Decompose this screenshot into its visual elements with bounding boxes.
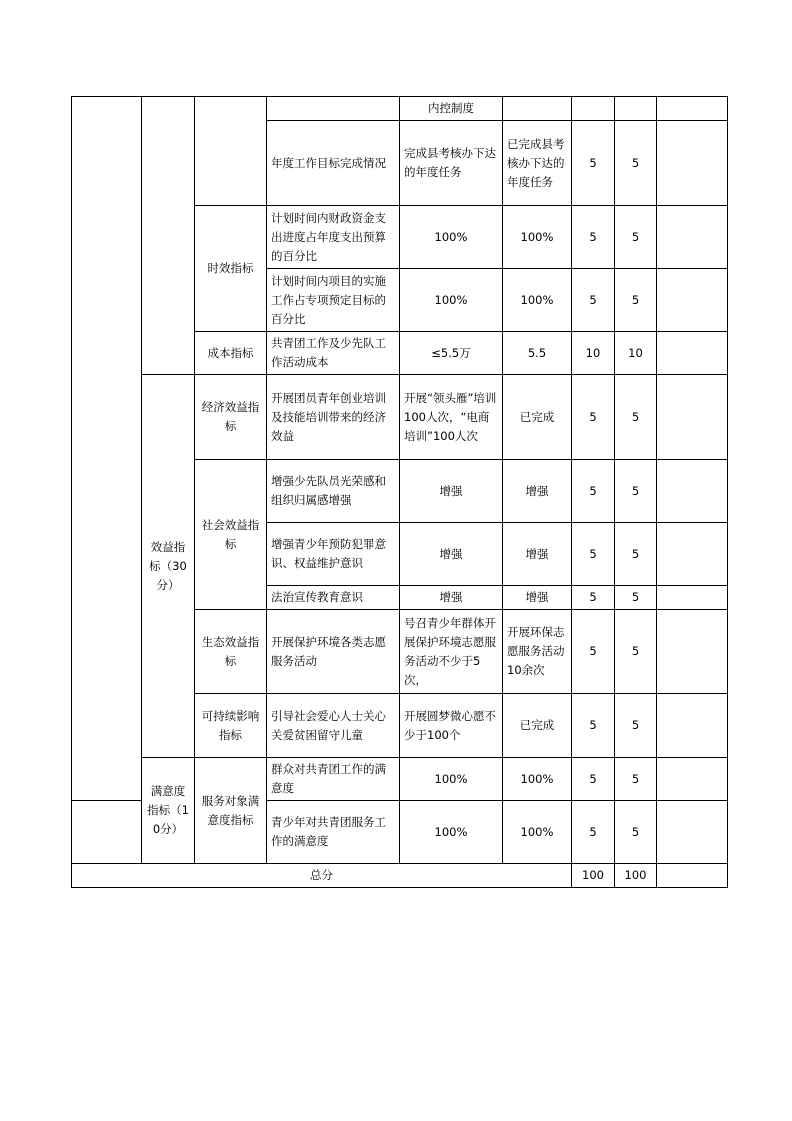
- level2-label: 服务对象满意度指标: [195, 758, 267, 864]
- indicator-cell: [267, 97, 400, 121]
- target-cell: 增强: [400, 586, 503, 610]
- actual-cell: 增强: [503, 460, 572, 523]
- weight-cell: 5: [572, 610, 615, 694]
- score-cell: 5: [615, 269, 657, 332]
- actual-cell: 100%: [503, 269, 572, 332]
- actual-cell: 开展环保志愿服务活动10余次: [503, 610, 572, 694]
- score-cell: 5: [615, 206, 657, 269]
- level2-label: 时效指标: [195, 206, 267, 332]
- indicator-cell: 增强青少年预防犯罪意识、权益维护意识: [267, 523, 400, 586]
- score-cell: 5: [615, 801, 657, 864]
- weight-cell: 10: [572, 332, 615, 375]
- score-cell: 5: [615, 586, 657, 610]
- indicator-cell: 群众对共青团工作的满意度: [267, 758, 400, 801]
- indicator-cell: 年度工作目标完成情况: [267, 121, 400, 206]
- table-row: [72, 375, 728, 460]
- weight-cell: 5: [572, 694, 615, 758]
- target-cell: 100%: [400, 758, 503, 801]
- weight-cell: 5: [572, 801, 615, 864]
- note-cell: [657, 758, 728, 801]
- note-cell: [657, 206, 728, 269]
- score-cell: [615, 97, 657, 121]
- score-cell: 5: [615, 460, 657, 523]
- level2-label: 生态效益指标: [195, 610, 267, 694]
- project-cell-lower: [72, 801, 142, 864]
- indicator-cell: 引导社会爱心人士关心关爱贫困留守儿童: [267, 694, 400, 758]
- actual-cell: 已完成: [503, 375, 572, 460]
- total-row: [72, 864, 728, 888]
- indicator-cell: 开展团员青年创业培训及技能培训带来的经济效益: [267, 375, 400, 460]
- level2-label: 成本指标: [195, 332, 267, 375]
- note-cell: [657, 694, 728, 758]
- actual-cell: 增强: [503, 523, 572, 586]
- note-cell: [657, 332, 728, 375]
- target-cell: 开展圆梦微心愿不少于100个: [400, 694, 503, 758]
- weight-cell: 5: [572, 586, 615, 610]
- target-cell: 号召青少年群体开展保护环境志愿服务活动不少于5次，: [400, 610, 503, 694]
- note-cell: [657, 523, 728, 586]
- target-cell: 100%: [400, 801, 503, 864]
- actual-cell: 已完成: [503, 694, 572, 758]
- performance-table-full: [71, 96, 728, 888]
- level1-label: 效益指标（30分）: [142, 375, 195, 758]
- weight-cell: 5: [572, 121, 615, 206]
- target-cell: 内控制度: [400, 97, 503, 121]
- note-cell: [657, 97, 728, 121]
- total-label: 总分: [72, 864, 572, 888]
- total-score: 100: [615, 864, 657, 888]
- project-cell: [72, 97, 142, 801]
- indicator-cell: 法治宣传教育意识: [267, 586, 400, 610]
- score-cell: 5: [615, 523, 657, 586]
- weight-cell: 5: [572, 269, 615, 332]
- total-note: [657, 864, 728, 888]
- actual-cell: 已完成县考核办下达的年度任务: [503, 121, 572, 206]
- note-cell: [657, 269, 728, 332]
- note-cell: [657, 460, 728, 523]
- weight-cell: 5: [572, 375, 615, 460]
- table-row: [72, 97, 728, 121]
- weight-cell: [572, 97, 615, 121]
- target-cell: 增强: [400, 523, 503, 586]
- level1-output-cell: [142, 97, 195, 375]
- target-cell: ≤5.5万: [400, 332, 503, 375]
- note-cell: [657, 121, 728, 206]
- target-cell: 开展“领头雁”培训100人次，“电商培训”100人次: [400, 375, 503, 460]
- indicator-cell: 计划时间内项目的实施工作占专项预定目标的百分比: [267, 269, 400, 332]
- score-cell: 5: [615, 694, 657, 758]
- score-cell: 5: [615, 610, 657, 694]
- weight-cell: 5: [572, 206, 615, 269]
- score-cell: 5: [615, 375, 657, 460]
- note-cell: [657, 801, 728, 864]
- weight-cell: 5: [572, 523, 615, 586]
- actual-cell: 100%: [503, 801, 572, 864]
- target-cell: 100%: [400, 269, 503, 332]
- level2-quality-cell: [195, 97, 267, 206]
- score-cell: 5: [615, 121, 657, 206]
- indicator-cell: 开展保护环境各类志愿服务活动: [267, 610, 400, 694]
- target-cell: 增强: [400, 460, 503, 523]
- weight-cell: 5: [572, 460, 615, 523]
- actual-cell: 100%: [503, 206, 572, 269]
- level2-label: 可持续影响指标: [195, 694, 267, 758]
- indicator-cell: 青少年对共青团服务工作的满意度: [267, 801, 400, 864]
- indicator-cell: 共青团工作及少先队工作活动成本: [267, 332, 400, 375]
- note-cell: [657, 586, 728, 610]
- note-cell: [657, 610, 728, 694]
- level1-label: 满意度指标（10分）: [142, 758, 195, 864]
- score-cell: 10: [615, 332, 657, 375]
- table-row: [72, 758, 728, 801]
- actual-cell: [503, 97, 572, 121]
- actual-cell: 增强: [503, 586, 572, 610]
- target-cell: 完成县考核办下达的年度任务: [400, 121, 503, 206]
- level2-label: 经济效益指标: [195, 375, 267, 460]
- level2-label: 社会效益指标: [195, 460, 267, 610]
- weight-cell: 5: [572, 758, 615, 801]
- score-cell: 5: [615, 758, 657, 801]
- indicator-cell: 增强少先队员光荣感和组织归属感增强: [267, 460, 400, 523]
- indicator-cell: 计划时间内财政资金支出进度占年度支出预算的百分比: [267, 206, 400, 269]
- actual-cell: 100%: [503, 758, 572, 801]
- total-weight: 100: [572, 864, 615, 888]
- actual-cell: 5.5: [503, 332, 572, 375]
- target-cell: 100%: [400, 206, 503, 269]
- note-cell: [657, 375, 728, 460]
